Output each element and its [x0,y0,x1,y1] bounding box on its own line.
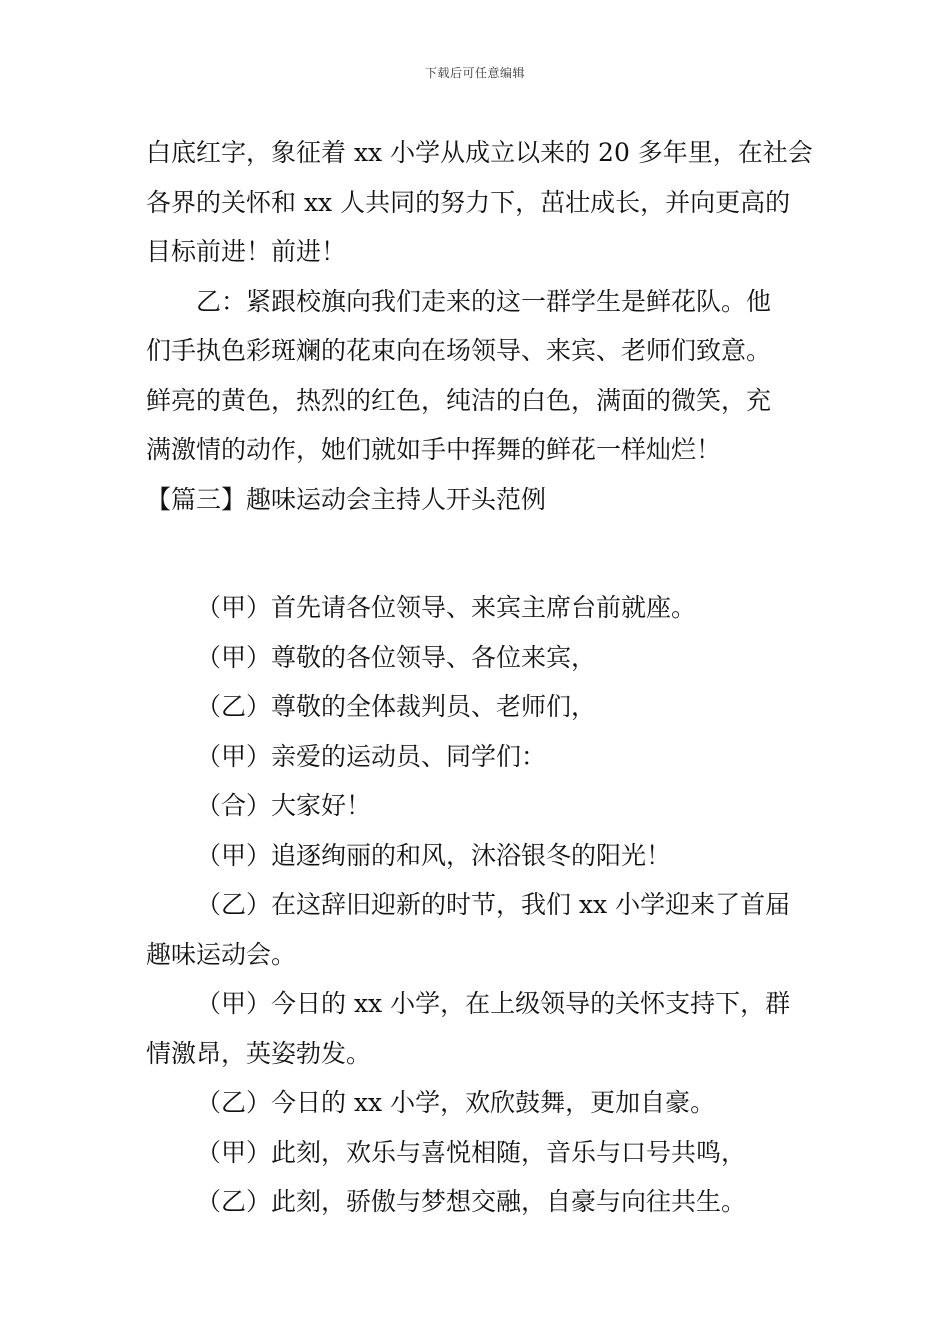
blank-gap [146,524,811,583]
dialogue-line: （甲）尊敬的各位领导、各位来宾， [196,642,597,672]
paragraph-line: 乙：紧跟校旗向我们走来的这一群学生是鲜花队。他 [196,286,772,316]
page-header-note: 下载后可任意编辑 [424,66,525,80]
dialogue-line: （甲）亲爱的运动员、同学们： [196,741,547,771]
dialogue-line: （乙）今日的 xx 小学，欢欣鼓舞，更加自豪。 [196,1088,716,1117]
dialogue-line: （甲）追逐绚丽的和风，沐浴银冬的阳光！ [196,840,672,870]
paragraph-line: 们手执色彩斑斓的花束向在场领导、来宾、老师们致意。 [146,336,772,365]
section-heading: 【篇三】趣味运动会主持人开头范例 [146,484,547,514]
dialogue-line: （乙）此刻，骄傲与梦想交融，自豪与向往共生。 [196,1187,747,1216]
dialogue-line: （甲）首先请各位领导、来宾主席台前就座。 [196,593,697,622]
dialogue-line-continuation: 情激昂，英姿勃发。 [146,1038,372,1068]
paragraph-line: 鲜亮的黄色，热烈的红色，纯洁的白色，满面的微笑，充 [146,385,772,415]
paragraph-line: 满激情的动作，她们就如手中挥舞的鲜花一样灿烂！ [146,435,722,464]
paragraph-line: 目标前进！前进！ [146,237,347,266]
dialogue-line: （合）大家好！ [196,791,372,820]
dialogue-line: （乙）尊敬的全体裁判员、老师们， [196,692,597,721]
dialogue-line: （乙）在这辞旧迎新的时节，我们 xx 小学迎来了首届 [196,890,791,919]
paragraph-line: 白底红字，象征着 xx 小学从成立以来的 20 多年里，在社会 [146,138,813,167]
paragraph-line: 各界的关怀和 xx 人共同的努力下，茁壮成长，并向更高的 [146,187,791,217]
dialogue-line: （甲）此刻，欢乐与喜悦相随，音乐与口号共鸣， [196,1137,747,1167]
document-body [146,128,811,1227]
dialogue-line-continuation: 趣味运动会。 [146,939,297,969]
dialogue-line: （甲）今日的 xx 小学，在上级领导的关怀支持下，群 [196,989,791,1018]
